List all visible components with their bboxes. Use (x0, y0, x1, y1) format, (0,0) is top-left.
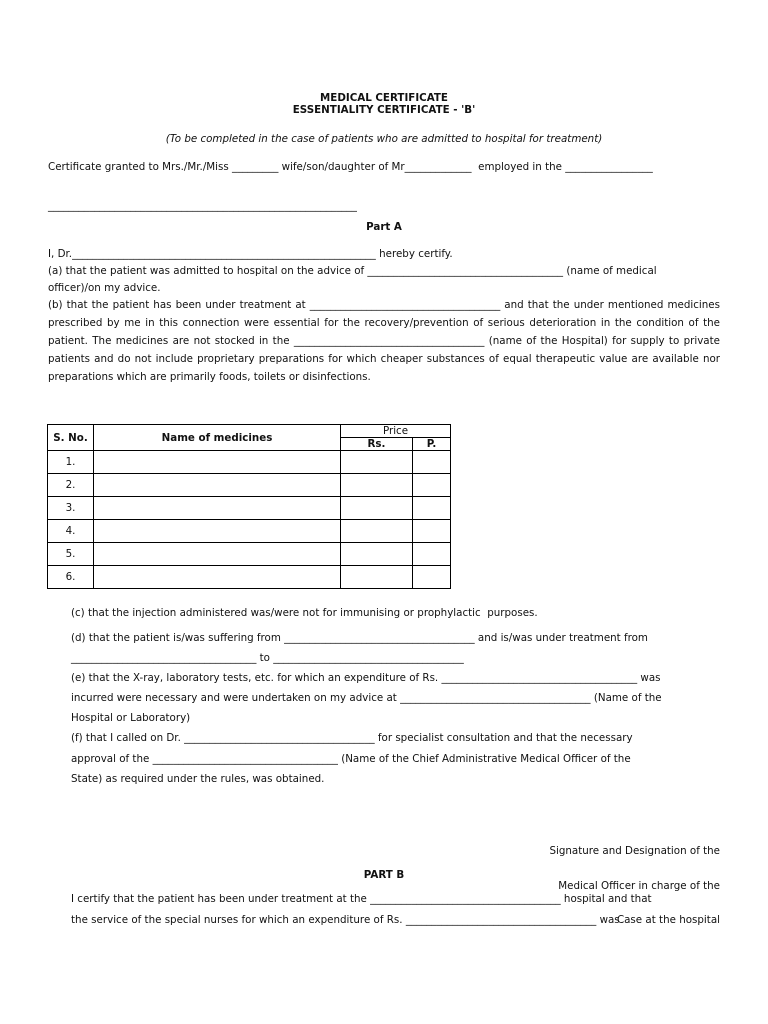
rupees-cell[interactable] (341, 474, 413, 497)
medicine-name-cell[interactable] (94, 520, 341, 543)
clause-e-line-2: incurred were necessary and were undertaken on my advice at _____________________________________ (Name of the (71, 692, 662, 704)
clause-d-line-2: ____________________________________ to _____________________________________ (71, 652, 464, 664)
document-subtitle: ESSENTIALITY CERTIFICATE - 'B' (292, 104, 476, 116)
paise-cell[interactable] (413, 520, 451, 543)
signature-line-3: Case at the hospital (616, 914, 720, 926)
sno-header: S. No. (48, 425, 94, 451)
row-number: 3. (48, 497, 94, 520)
medicines-table (47, 424, 451, 589)
row-number: 1. (48, 451, 94, 474)
clause-f-line-3: State) as required under the rules, was obtained. (71, 773, 325, 785)
paise-cell[interactable] (413, 566, 451, 589)
paise-cell[interactable] (413, 474, 451, 497)
document-title: MEDICAL CERTIFICATE (320, 92, 448, 104)
medicine-name-cell[interactable] (94, 543, 341, 566)
table-row (48, 474, 451, 497)
rupees-cell[interactable] (341, 543, 413, 566)
clause-f-line-2: approval of the ____________________________________ (Name of the Chief Administrative Medical Officer of the (71, 753, 631, 765)
table-row (48, 566, 451, 589)
price-header: Price (341, 425, 451, 438)
part-b-line-2: the service of the special nurses for which an expenditure of Rs. _____________________________________ was (71, 914, 620, 926)
paise-cell[interactable] (413, 497, 451, 520)
medicine-name-cell[interactable] (94, 497, 341, 520)
rupees-cell[interactable] (341, 497, 413, 520)
table-row (48, 543, 451, 566)
table-row (48, 451, 451, 474)
clause-f-line-1: (f) that I called on Dr. _____________________________________ for specialist consultation and that the necessary (71, 732, 633, 744)
medicine-name-header: Name of medicines (94, 425, 341, 451)
doctor-certify-line: I, Dr.___________________________________________________________ hereby certify. (48, 248, 453, 260)
rupees-cell[interactable] (341, 451, 413, 474)
clause-e-line-1: (e) that the X-ray, laboratory tests, etc. for which an expenditure of Rs. ______________________________________ was (71, 672, 661, 684)
document-note: (To be completed in the case of patients who are admitted to hospital for treatment) (165, 133, 603, 145)
clause-d-line-1: (d) that the patient is/was suffering from _____________________________________ and is/was under treatment from (71, 632, 648, 644)
signature-line-2: Medical Officer in charge of the (558, 879, 720, 892)
medicine-name-cell[interactable] (94, 451, 341, 474)
clause-c-line: (c) that the injection administered was/were not for immunising or prophylactic purposes. (71, 607, 538, 619)
clause-a-line-2: officer)/on my advice. (48, 282, 161, 294)
clause-a-line-1: (a) that the patient was admitted to hospital on the advice of ______________________________________ (name of medical (48, 265, 657, 277)
part-b-heading: PART B (363, 869, 405, 881)
rupees-header: Rs. (341, 438, 413, 451)
row-number: 5. (48, 543, 94, 566)
medicine-name-cell[interactable] (94, 566, 341, 589)
clause-e-line-3: Hospital or Laboratory) (71, 712, 191, 724)
table-row (48, 520, 451, 543)
row-number: 2. (48, 474, 94, 497)
part-b-line-1: I certify that the patient has been under treatment at the _____________________________________ hospital and that (71, 893, 652, 905)
clause-b-paragraph: (b) that the patient has been under treatment at _____________________________________ and that the under mentioned medicines prescribed by me in this connection were essential for the recovery/prevention of serious deterioration in the condition of the patient. The medicines are not stocked in the _____________________________________ (name of the Hospital) for supply to private patients and do not include proprietary preparations for which cheaper substances of equal therapeutic value are available nor preparations which are primarily foods, toilets or disinfections. (48, 299, 720, 383)
signature-block (549, 823, 720, 950)
row-number: 4. (48, 520, 94, 543)
paise-header: P. (413, 438, 451, 451)
table-row (48, 497, 451, 520)
rupees-cell[interactable] (341, 566, 413, 589)
paise-cell[interactable] (413, 543, 451, 566)
paise-cell[interactable] (413, 451, 451, 474)
medicine-name-cell[interactable] (94, 474, 341, 497)
intro-line-1: Certificate granted to Mrs./Mr./Miss _________ wife/son/daughter of Mr_____________ employed in the _________________ (48, 161, 653, 173)
signature-line-1: Signature and Designation of the (549, 845, 720, 857)
row-number: 6. (48, 566, 94, 589)
part-a-heading: Part A (366, 221, 402, 233)
intro-line-2: ____________________________________________________________ (48, 200, 357, 212)
rupees-cell[interactable] (341, 520, 413, 543)
